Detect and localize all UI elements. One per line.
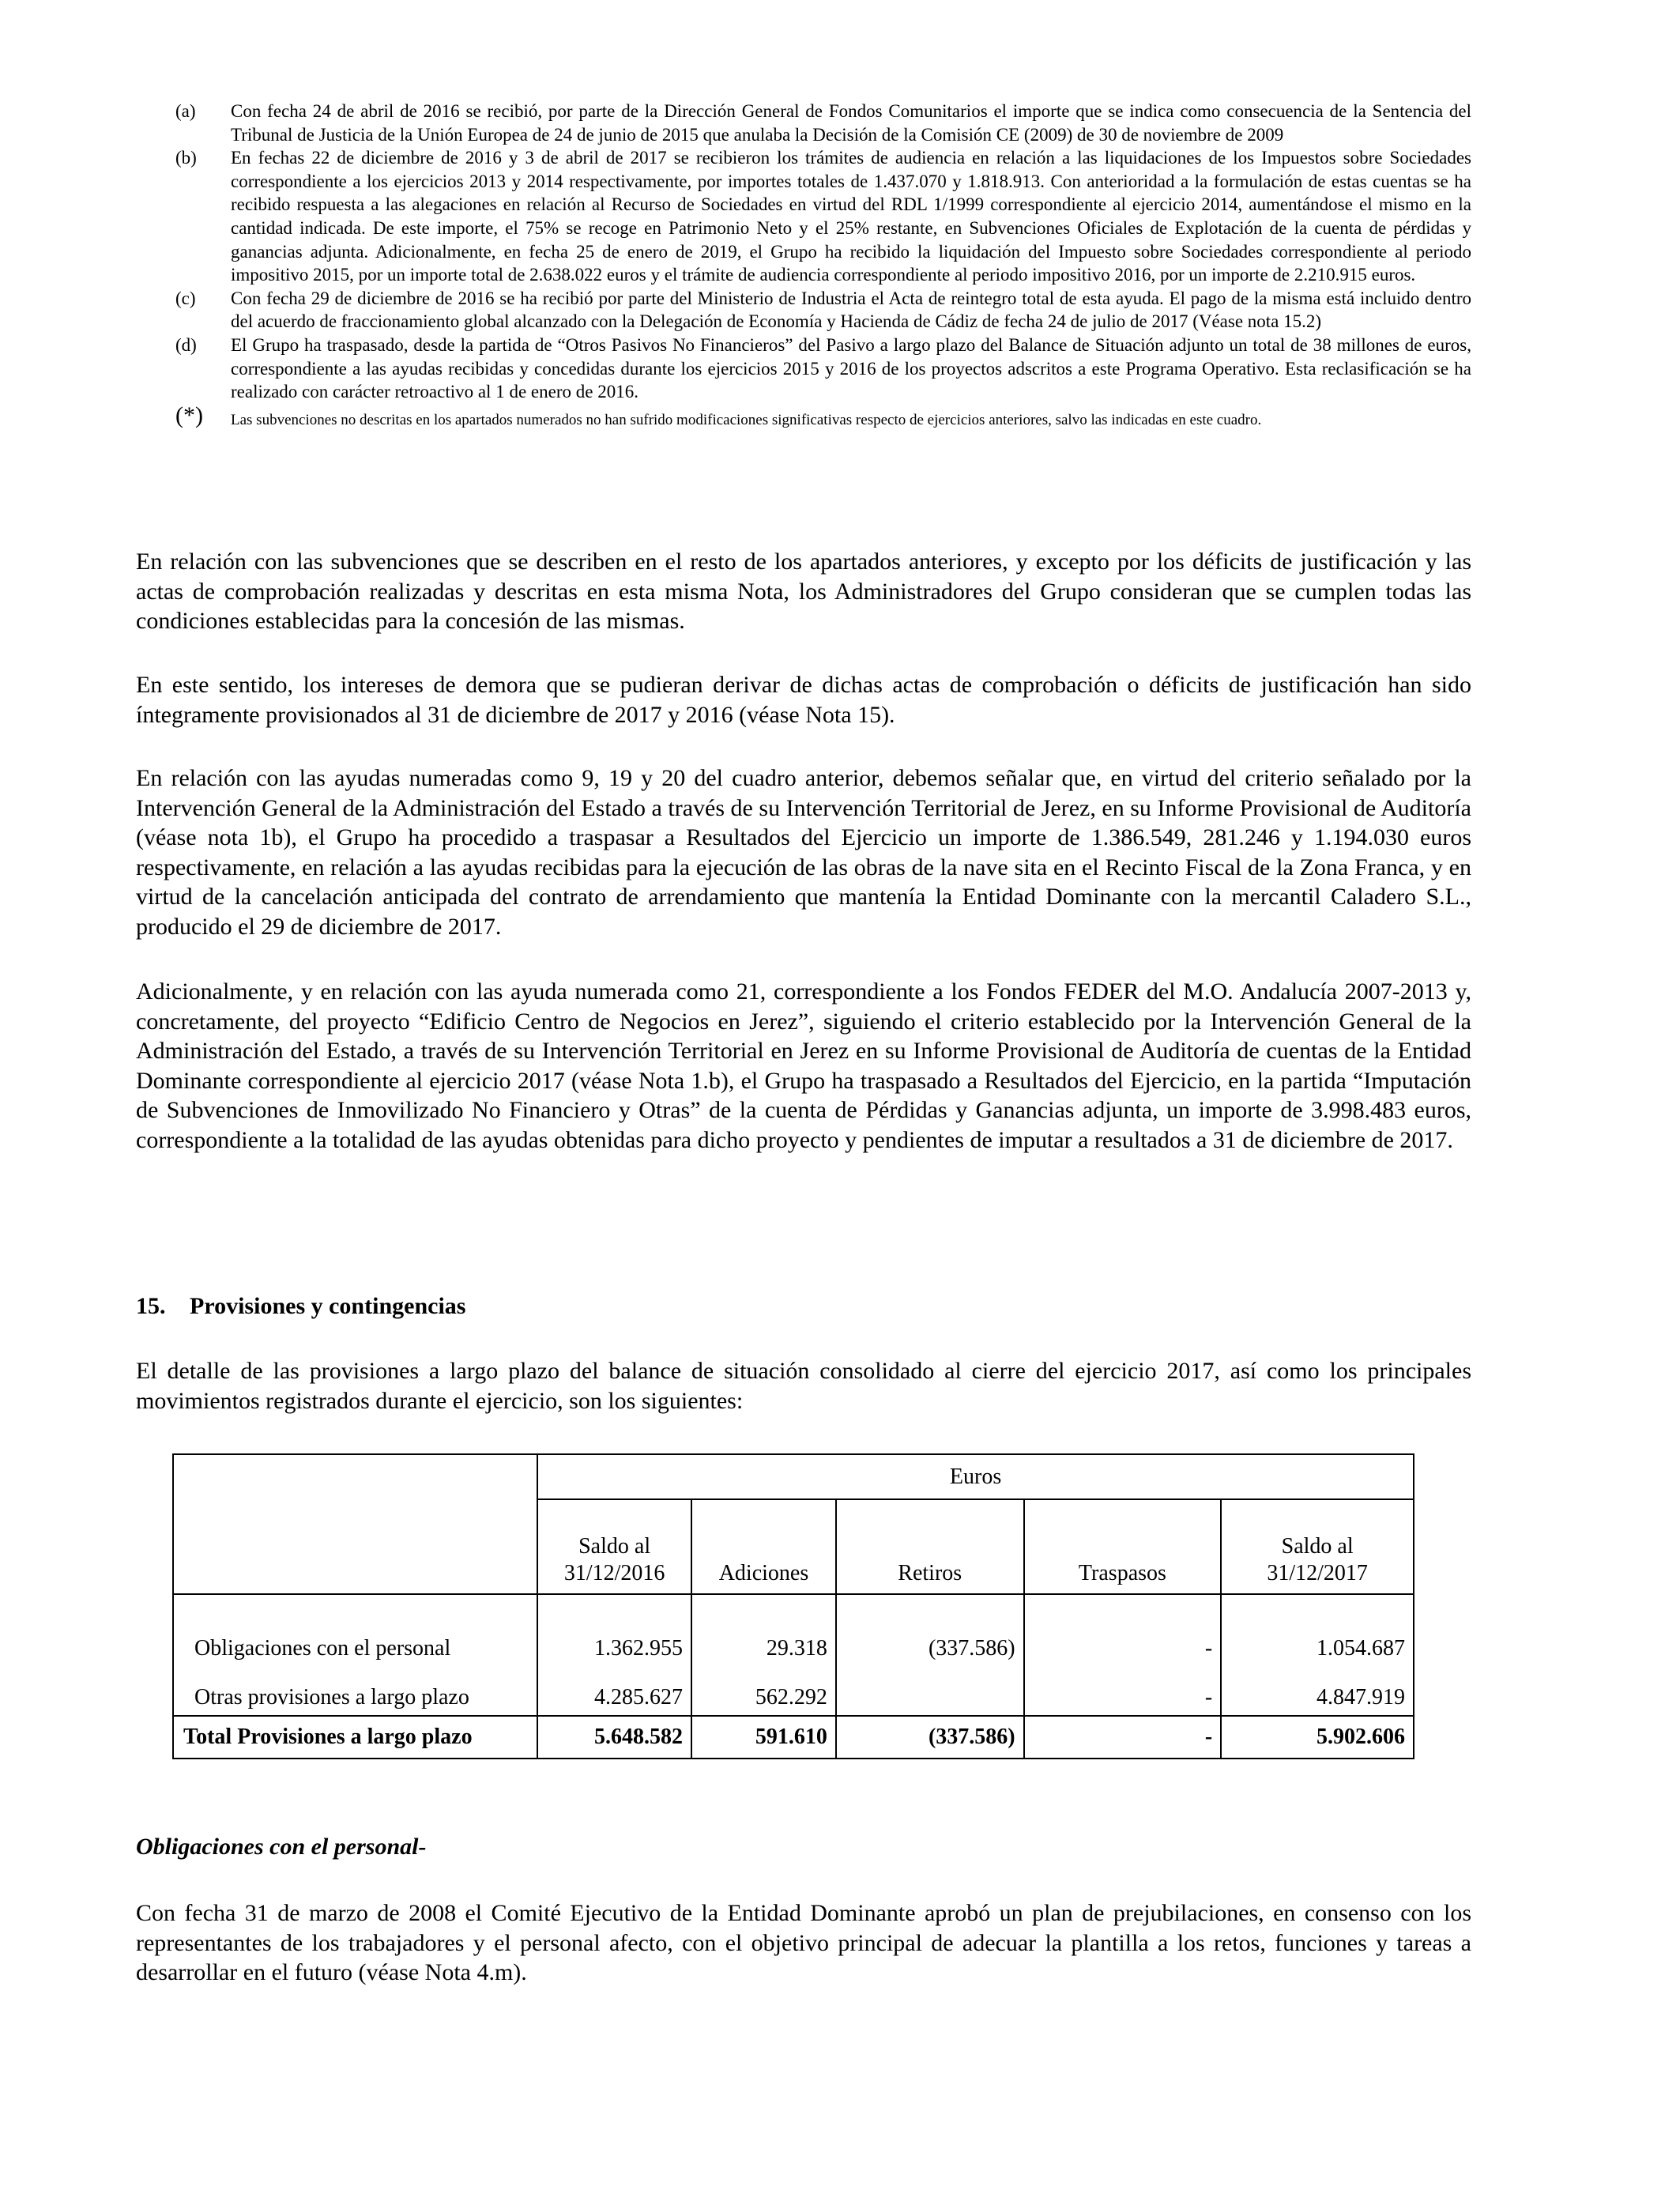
table-cell: 5.902.606 bbox=[1221, 1716, 1414, 1759]
column-header: Adiciones bbox=[691, 1499, 836, 1594]
subheading-obligaciones-personal: Obligaciones con el personal- bbox=[136, 1834, 427, 1860]
note-label: (a) bbox=[175, 101, 196, 121]
table-cell bbox=[836, 1666, 1024, 1716]
paragraph-ayuda-21: Adicionalmente, y en relación con las ayuda numerada como 21, correspondiente a los Fondos FEDER del M.O. Andalucía 2007-2013 y, concretamente, del proyecto “Edificio Centro de Negocios en Jerez”, siguiendo el criterio establecido por la Intervención General de la Administración del Estado, a través de su Intervención Territorial en Jerez en su Informe Provisional de Auditoría de cuentas de la Entidad Dominante correspondiente al ejercicio 2017 (véase Nota 1.b), el Grupo ha traspasado a Resultados del Ejercicio, en la partida “Imputación de Subvenciones de Inmovilizado No Financiero y Otras” de la cuenta de Pérdidas y Ganancias adjunta, un importe de 3.998.483 euros, correspondiente a la totalidad de las ayudas obtenidas para dicho proyecto y pendientes de imputar a resultados a 31 de diciembre de 2017. bbox=[136, 978, 1471, 1153]
table-cell: 5.648.582 bbox=[537, 1716, 691, 1759]
table-group-header-row bbox=[173, 1454, 1414, 1499]
section-number: 15. bbox=[136, 1293, 166, 1319]
table-cell: 4.847.919 bbox=[1221, 1666, 1414, 1716]
table-group-header: Euros bbox=[537, 1454, 1414, 1499]
note-text: Las subvenciones no descritas en los apartados numerados no han sufrido modificaciones significativas respecto de ejercicios anteriores, salvo las indicadas en este cuadro. bbox=[231, 411, 1262, 428]
note-d bbox=[175, 334, 1471, 404]
column-header: Saldo al 31/12/2016 bbox=[537, 1499, 691, 1594]
table-row bbox=[173, 1666, 1414, 1716]
note-text: Con fecha 24 de abril de 2016 se recibió, por parte de la Dirección General de Fondos Comunitarios el importe que se indica como consecuencia de la Sentencia del Tribunal de Justicia de la Unión Europea de 24 de junio de 2015 que anulaba la Decisión de la Comisión CE (2009) de 30 de noviembre de 2009 bbox=[231, 101, 1471, 145]
table-cell: 562.292 bbox=[691, 1666, 836, 1716]
paragraph-prejubilaciones: Con fecha 31 de marzo de 2008 el Comité Ejecutivo de la Entidad Dominante aprobó un plan de prejubilaciones, en consenso con los representantes de los trabajadores y el personal afecto, con el objetivo principal de adecuar la plantilla a los retos, funciones y tareas a desarrollar en el futuro (véase Nota 4.m). bbox=[136, 1900, 1471, 1985]
section-title: Provisiones y contingencias bbox=[190, 1293, 466, 1319]
table-cell: (337.586) bbox=[836, 1594, 1024, 1666]
provisions-table bbox=[172, 1453, 1414, 1759]
table-cell: - bbox=[1024, 1666, 1222, 1716]
column-header: Saldo al 31/12/2017 bbox=[1221, 1499, 1414, 1594]
note-label: (c) bbox=[175, 288, 196, 308]
note-text: En fechas 22 de diciembre de 2016 y 3 de abril de 2017 se recibieron los trámites de audiencia en relación a las liquidaciones de los Impuestos sobre Sociedades correspondiente a los ejercicios 2013 y 2014 respectivamente, por importes totales de 1.437.070 y 1.818.913. Con anterioridad a la formulación de estas cuentas se ha recibido respuesta a las alegaciones en relación al Recurso de Sociedades en virtud del RDL 1/1999 correspondiente al ejercicio 2014, aumentándose el mismo en la cantidad indicada. De este importe, el 75% se recoge en Patrimonio Neto y el 25% restante, en Subvenciones Oficiales de Explotación de la cuenta de pérdidas y ganancias adjunta. Adicionalmente, en fecha 25 de enero de 2019, el Grupo ha recibido la liquidación del Impuesto sobre Sociedades correspondiente al periodo impositivo 2015, por un importe total de 2.638.022 euros y el trámite de audiencia correspondiente al periodo impositivo 2016, por un importe de 2.210.915 euros. bbox=[231, 148, 1471, 285]
table-cell: 591.610 bbox=[691, 1716, 836, 1759]
column-header: Retiros bbox=[836, 1499, 1024, 1594]
note-text: El Grupo ha traspasado, desde la partida de “Otros Pasivos No Financieros” del Pasivo a largo plazo del Balance de Situación adjunto un total de 38 millones de euros, correspondiente a las ayudas recibidas y concedidas durante los ejercicios 2015 y 2016 de los proyectos adscritos a este Programa Operativo. Esta reclasificación se ha realizado con carácter retroactivo al 1 de enero de 2016. bbox=[231, 334, 1471, 402]
notes-list bbox=[175, 100, 1471, 432]
note-b bbox=[175, 146, 1471, 287]
table-cell: (337.586) bbox=[836, 1716, 1024, 1759]
table-cell: - bbox=[1024, 1594, 1222, 1666]
note-a bbox=[175, 100, 1471, 146]
table-cell: 29.318 bbox=[691, 1594, 836, 1666]
note-label: (*) bbox=[175, 401, 203, 428]
table-cell: 4.285.627 bbox=[537, 1666, 691, 1716]
paragraph-intereses-demora: En este sentido, los intereses de demora que se pudieran derivar de dichas actas de comprobación o déficits de justificación han sido íntegramente provisionados al 31 de diciembre de 2017 y 2016 (véase Nota 15). bbox=[136, 672, 1471, 728]
table-total-row bbox=[173, 1716, 1414, 1759]
note-label: (d) bbox=[175, 334, 197, 355]
row-label: Otras provisiones a largo plazo bbox=[173, 1666, 537, 1716]
table-cell: - bbox=[1024, 1716, 1222, 1759]
note-c bbox=[175, 287, 1471, 334]
column-header: Traspasos bbox=[1024, 1499, 1222, 1594]
row-label: Total Provisiones a largo plazo bbox=[173, 1716, 537, 1759]
paragraph-detalle-provisiones: El detalle de las provisiones a largo plazo del balance de situación consolidado al cierre del ejercicio 2017, así como los principales movimientos registrados durante el ejercicio, son los siguientes: bbox=[136, 1358, 1471, 1414]
section-heading bbox=[136, 1293, 465, 1320]
paragraph-subvenciones-condiciones: En relación con las subvenciones que se describen en el resto de los apartados anteriores, y excepto por los déficits de justificación y las actas de comprobación realizadas y descritas en esta misma Nota, los Administradores del Grupo consideran que se cumplen todas las condiciones establecidas para la concesión de las mismas. bbox=[136, 548, 1471, 634]
paragraph-ayudas-9-19-20: En relación con las ayudas numeradas como 9, 19 y 20 del cuadro anterior, debemos señalar que, en virtud del criterio señalado por la Intervención General de la Administración del Estado a través de su Intervención Territorial de Jerez, en su Informe Provisional de Auditoría (véase nota 1b), el Grupo ha procedido a traspasar a Resultados del Ejercicio un importe de 1.386.549, 281.246 y 1.194.030 euros respectivamente, en relación a las ayudas recibidas para la ejecución de las obras de la nave sita en el Recinto Fiscal de la Zona Franca, y en virtud de la cancelación anticipada del contrato de arrendamiento que mantenía la Entidad Dominante con la mercantil Caladero S.L., producido el 29 de diciembre de 2017. bbox=[136, 765, 1471, 940]
table-cell: 1.362.955 bbox=[537, 1594, 691, 1666]
row-label: Obligaciones con el personal bbox=[173, 1594, 537, 1666]
table-cell: 1.054.687 bbox=[1221, 1594, 1414, 1666]
note-text: Con fecha 29 de diciembre de 2016 se ha recibió por parte del Ministerio de Industria el Acta de reintegro total de esta ayuda. El pago de la misma está incluido dentro del acuerdo de fraccionamiento global alcanzado con la Delegación de Economía y Hacienda de Cádiz de fecha 24 de julio de 2017 (Véase nota 15.2) bbox=[231, 288, 1471, 332]
note-label: (b) bbox=[175, 148, 197, 168]
table-row bbox=[173, 1594, 1414, 1666]
note-asterisk bbox=[175, 401, 1471, 432]
table-corner-cell bbox=[173, 1454, 537, 1594]
